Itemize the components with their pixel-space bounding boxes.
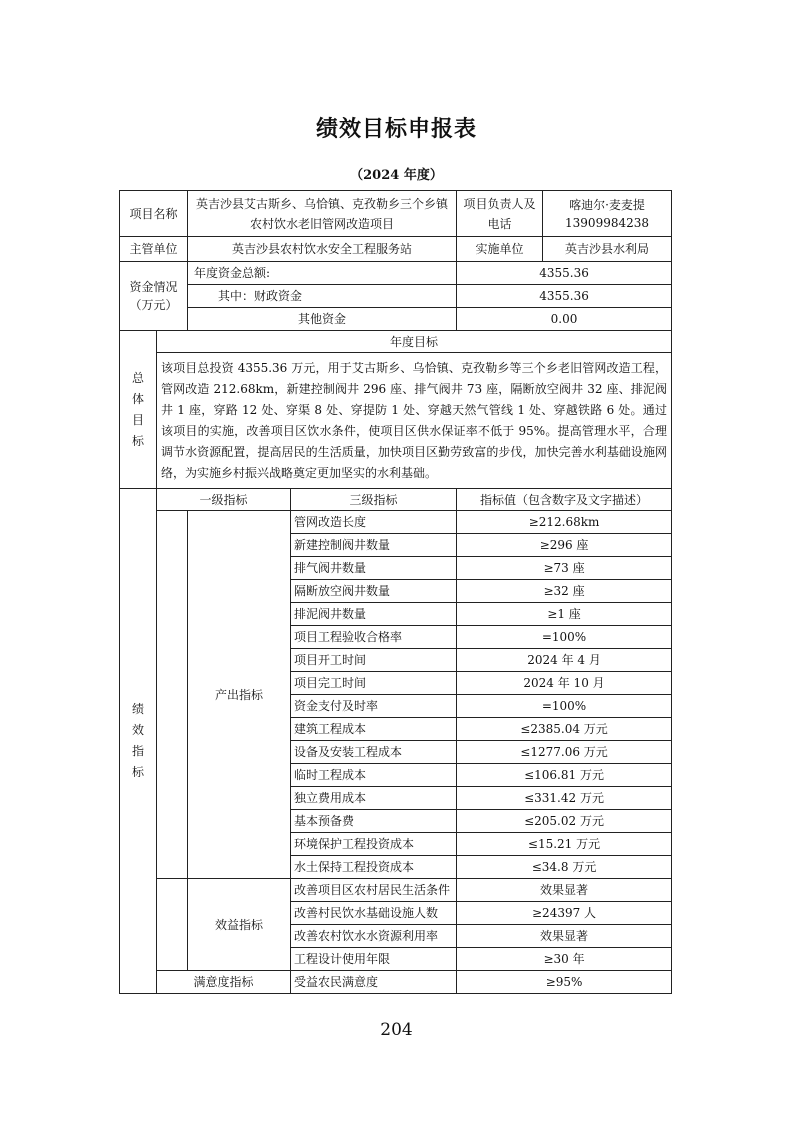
side-char: 效 (131, 723, 144, 737)
side-char: 体 (131, 391, 144, 406)
side-char: 绩 (131, 702, 144, 716)
indicator-value: 2024 年 10 月 (457, 672, 672, 695)
indicator-name: 工程设计使用年限 (291, 948, 457, 971)
implementer-label: 实施单位 (457, 237, 543, 262)
indicator-row (120, 879, 672, 902)
indicator-header-row (120, 489, 672, 511)
indicator-name: 建筑工程成本 (291, 718, 457, 741)
funds-row-label: 其他资金 (188, 308, 457, 331)
benefit-label: 效益指标 (188, 879, 291, 971)
header-level3: 三级指标 (291, 489, 457, 511)
indicator-value: ≥95% (457, 971, 672, 994)
project-leader-cell (543, 191, 672, 237)
side-char: 标 (131, 433, 144, 448)
indicator-name: 临时工程成本 (291, 764, 457, 787)
funds-row-label: 其中：财政资金 (188, 285, 457, 308)
indicator-row (120, 511, 672, 534)
side-char: 标 (131, 765, 144, 779)
indicator-value: ≤34.8 万元 (457, 856, 672, 879)
indicator-name: 改善项目区农村居民生活条件 (291, 879, 457, 902)
indicator-name: 隔断放空阀井数量 (291, 580, 457, 603)
funds-label-line1: 资金情况 (129, 280, 178, 294)
project-name-value: 英吉沙县艾古斯乡、乌恰镇、克孜勒乡三个乡镇农村饮水老旧管网改造项目 (188, 191, 457, 237)
indicator-name: 排泥阀井数量 (291, 603, 457, 626)
authority-row (120, 237, 672, 262)
indicator-value: ≥1 座 (457, 603, 672, 626)
authority-value: 英吉沙县农村饮水安全工程服务站 (188, 237, 457, 262)
indicator-value: ≤1277.06 万元 (457, 741, 672, 764)
project-leader-label: 项目负责人及电话 (457, 191, 543, 237)
output-blank-cell (157, 511, 188, 879)
funds-row-value: 4355.36 (457, 285, 672, 308)
indicator-value: 2024 年 4 月 (457, 649, 672, 672)
indicator-name: 受益农民满意度 (291, 971, 457, 994)
overall-goal-side-label (120, 331, 157, 489)
indicator-value: 效果显著 (457, 925, 672, 948)
indicator-value: ≤205.02 万元 (457, 810, 672, 833)
funds-row-value: 4355.36 (457, 262, 672, 285)
indicator-value: ≥296 座 (457, 534, 672, 557)
report-year: （2024 年度） (350, 168, 443, 183)
indicator-value: =100% (457, 626, 672, 649)
indicator-name: 环境保护工程投资成本 (291, 833, 457, 856)
funds-row (120, 262, 672, 285)
overall-goal-header: 年度目标 (157, 331, 672, 353)
indicator-value: ≥32 座 (457, 580, 672, 603)
indicator-value: ≥73 座 (457, 557, 672, 580)
overall-goal-text: 该项目总投资 4355.36 万元，用于艾古斯乡、乌恰镇、克孜勒乡等三个乡老旧管网改造工程，管网改造 212.68km，新建控制阀井 296 座、排气阀井 73 座，隔断放空阀井 32 座、排泥阀井 1 座，穿路 12 处、穿渠 8 处、穿提防 1 处、穿越天然气管线 1 处、穿越铁路 6 处。通过该项目的实施，改善项目区饮水条件，使项目区供水保证率不低于 95%。提高管理水平，合理调节水资源配置，提高居民的生活质量，加快项目区勤劳致富的步伐，加快完善水利基础设施网络，为实施乡村振兴战略奠定更加坚实的水利基础。 (157, 353, 672, 489)
indicator-name: 设备及安装工程成本 (291, 741, 457, 764)
indicator-value: ≤2385.04 万元 (457, 718, 672, 741)
indicator-value: ≤106.81 万元 (457, 764, 672, 787)
funds-row-label: 年度资金总额: (188, 262, 457, 285)
project-leader-name: 喀迪尔·麦麦提 (569, 197, 645, 212)
indicator-value: ≥212.68km (457, 511, 672, 534)
benefit-blank-cell (157, 879, 188, 971)
overall-goal-header-row (120, 331, 672, 353)
funds-row (120, 308, 672, 331)
indicator-name: 项目开工时间 (291, 649, 457, 672)
indicator-value: =100% (457, 695, 672, 718)
indicator-name: 管网改造长度 (291, 511, 457, 534)
overall-goal-text-row (120, 353, 672, 489)
output-label: 产出指标 (188, 511, 291, 879)
indicator-name: 独立费用成本 (291, 787, 457, 810)
indicator-row (120, 971, 672, 994)
indicator-name: 基本预备费 (291, 810, 457, 833)
indicator-name: 改善农村饮水水资源利用率 (291, 925, 457, 948)
indicator-value: ≤331.42 万元 (457, 787, 672, 810)
indicator-value: ≤15.21 万元 (457, 833, 672, 856)
indicator-name: 项目工程验收合格率 (291, 626, 457, 649)
indicator-value: ≥30 年 (457, 948, 672, 971)
funds-label-line2: （万元） (129, 298, 178, 312)
implementer-value: 英吉沙县水利局 (543, 237, 672, 262)
performance-target-table (119, 190, 672, 994)
satisfaction-label: 满意度指标 (157, 971, 291, 994)
funds-row-value: 0.00 (457, 308, 672, 331)
header-level1: 一级指标 (157, 489, 291, 511)
page-title: 绩效目标申报表 (315, 116, 477, 142)
project-name-label: 项目名称 (120, 191, 188, 237)
indicator-name: 排气阀井数量 (291, 557, 457, 580)
indicator-name: 改善村民饮水基础设施人数 (291, 902, 457, 925)
page-number: 204 (380, 1020, 413, 1040)
project-name-row (120, 191, 672, 237)
side-char: 目 (131, 412, 144, 427)
indicator-name: 新建控制阀井数量 (291, 534, 457, 557)
indicator-side-label (120, 489, 157, 994)
indicator-name: 项目完工时间 (291, 672, 457, 695)
header-value: 指标值（包含数字及文字描述） (457, 489, 672, 511)
indicator-name: 水土保持工程投资成本 (291, 856, 457, 879)
project-leader-phone: 13909984238 (565, 215, 650, 230)
indicator-name: 资金支付及时率 (291, 695, 457, 718)
funds-label (120, 262, 188, 331)
funds-row (120, 285, 672, 308)
authority-label: 主管单位 (120, 237, 188, 262)
indicator-value: ≥24397 人 (457, 902, 672, 925)
indicator-value: 效果显著 (457, 879, 672, 902)
side-char: 总 (131, 370, 144, 385)
side-char: 指 (131, 744, 144, 758)
